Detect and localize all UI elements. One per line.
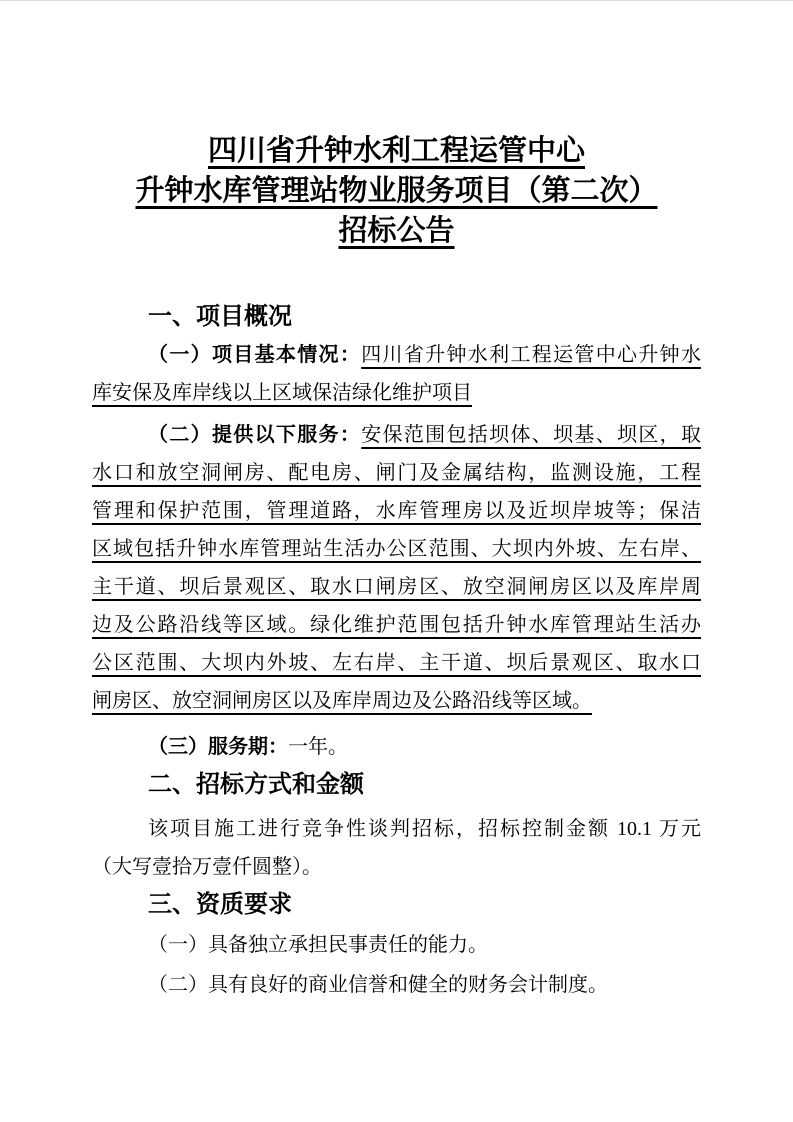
document-title	[92, 131, 701, 251]
title-line-1-text: 四川省升钟水利工程运管中心	[207, 135, 585, 167]
section1-item2-line2	[92, 454, 701, 492]
section2-paragraph-line1: 该项目施工进行竞争性谈判招标，招标控制金额 10.1 万元	[148, 818, 701, 840]
section1-item2-underline-part1: 安保范围包括坝体、坝基、坝区，取	[361, 424, 702, 446]
section1-item2-line5	[92, 568, 701, 606]
title-line-2-text: 升钟水库管理站物业服务项目（第二次）	[135, 175, 658, 207]
section1-item2-underline-part6: 边及公路沿线等区域。绿化维护范围包括升钟水库管理站生活办	[92, 614, 701, 636]
section3-item1-line: （一）具备独立承担民事责任的能力。	[148, 934, 488, 956]
section1-item2-underline-part3: 管理和保护范围，管理道路，水库管理房以及近坝岸坡等；保洁	[92, 500, 701, 522]
section1-item2-underline-part8: 闸房区、放空洞闸房区以及库岸周边及公路沿线等区域。	[92, 690, 592, 712]
section1-item2-line3	[92, 492, 701, 530]
section3-heading: 三、资质要求	[148, 891, 292, 918]
section1-item1-line1	[92, 336, 701, 374]
section1-item1-line2	[92, 374, 701, 412]
section1-item3-text: 一年。	[288, 736, 348, 758]
section1-item2-line6	[92, 606, 701, 644]
section1-item2-underline-part2: 水口和放空洞闸房、配电房、闸门及金属结构，监测设施，工程	[92, 462, 701, 484]
title-line-1	[92, 131, 701, 171]
section1-heading: 一、项目概况	[148, 303, 292, 330]
section3-item2-line: （二）具有良好的商业信誉和健全的财务会计制度。	[148, 974, 608, 996]
section1-item2-line1	[92, 416, 701, 454]
section1-item2-label: （二）提供以下服务：	[148, 424, 362, 446]
title-line-3	[92, 211, 701, 251]
section1-item2-underline-part7: 公区范围、大坝内外坡、左右岸、主干道、坝后景观区、取水口	[92, 652, 701, 674]
section1-item2-line7	[92, 644, 701, 682]
section1-item2-line4	[92, 530, 701, 568]
title-line-2	[92, 171, 701, 211]
section1-item2-underline-part5: 主干道、坝后景观区、取水口闸房区、放空洞闸房区以及库岸周	[92, 576, 701, 598]
section1-item1-underline-part1: 四川省升钟水利工程运管中心升钟水	[361, 344, 702, 366]
section1-item1-label: （一）项目基本情况：	[148, 344, 362, 366]
section1-item3-label: （三）服务期：	[148, 736, 288, 758]
document-content	[0, 131, 793, 1004]
section2-paragraph-line2: （大写壹拾万壹仟圆整）。	[92, 856, 322, 878]
page-top-edge-line	[0, 0, 793, 1]
section1-item2-underline-part4: 区域包括升钟水库管理站生活办公区范围、大坝内外坡、左右岸、	[92, 538, 701, 560]
section1-item2-line8	[92, 682, 701, 720]
document-body	[92, 298, 701, 1004]
section1-item3-line	[92, 728, 701, 766]
title-line-3-text: 招标公告	[338, 215, 455, 247]
section2-heading: 二、招标方式和金额	[148, 771, 364, 798]
section1-item1-underline-part2: 库安保及库岸线以上区域保洁绿化维护项目	[92, 382, 472, 404]
